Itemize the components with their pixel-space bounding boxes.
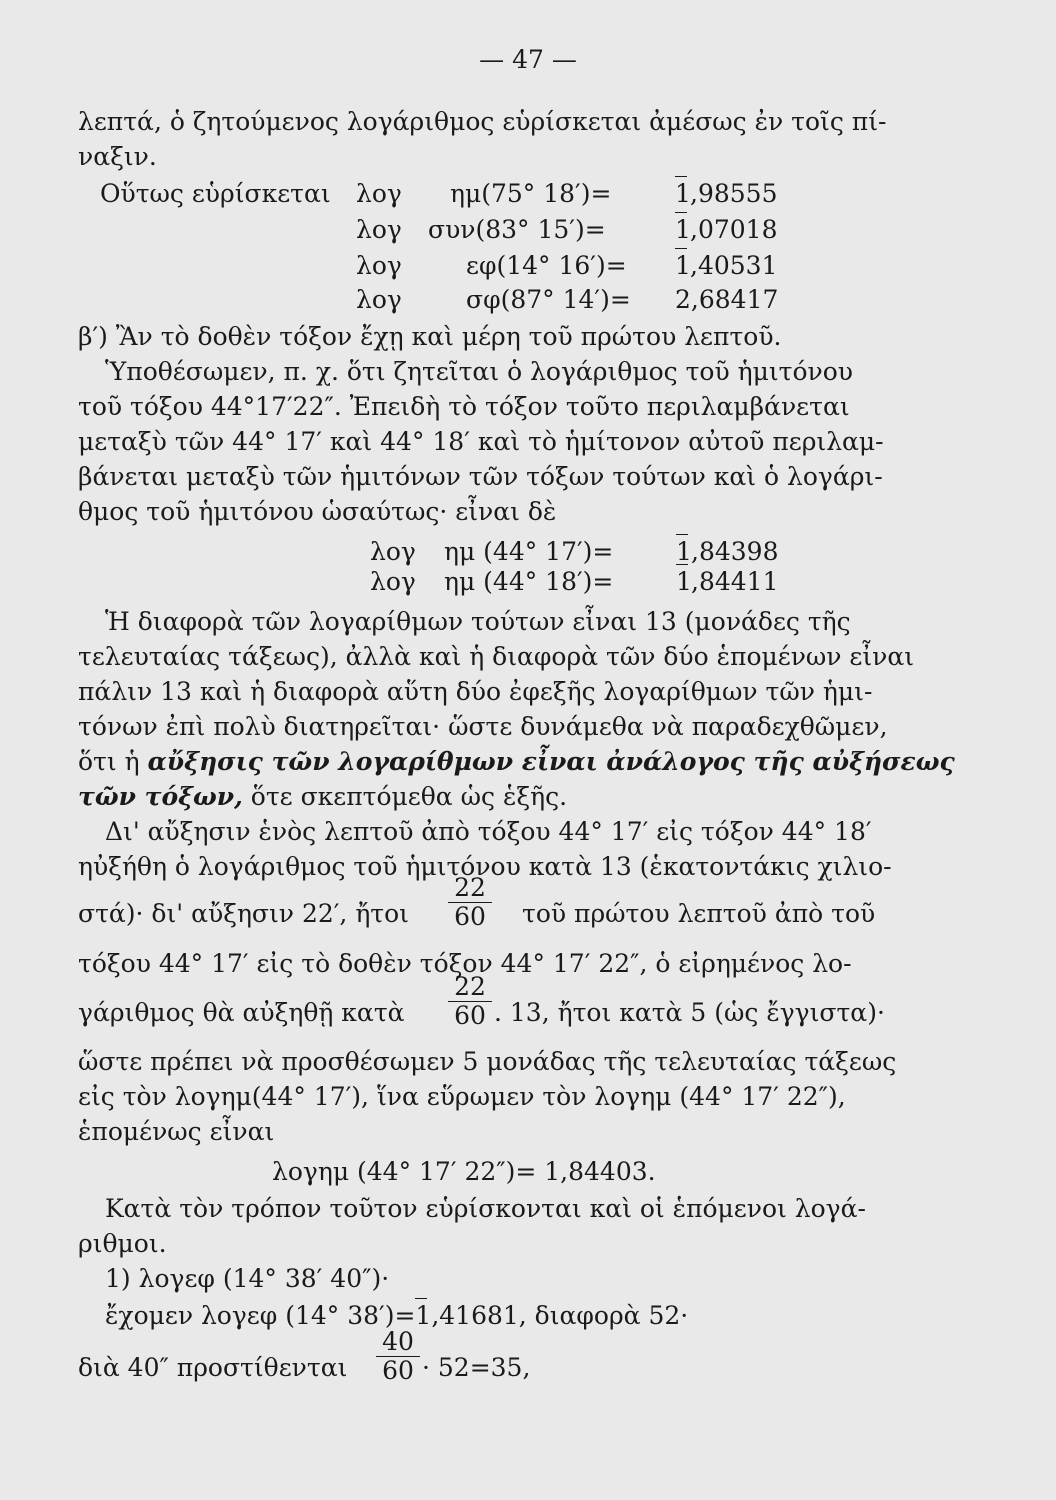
fraction: $\frac{40}{60}$ — [376, 1328, 420, 1385]
result-line: λογημ (44° 17′ 22″)= 1,84403. — [272, 1157, 656, 1186]
fraction-line: γάριθμος θὰ αὐξηθῇ κατὰ — [78, 998, 405, 1027]
text-line: μεταξὺ τῶν 44° 17′ καὶ 44° 18′ καὶ τὸ ἡμίτονον αὐτοῦ περιλαμ- — [78, 427, 884, 456]
emphasis-text: τῶν τόξων, — [78, 782, 243, 811]
text-line: β′) Ἂν τὸ δοθὲν τόξον ἔχῃ καὶ μέρη τοῦ πρώτου λεπτοῦ. — [78, 322, 782, 351]
text-line: Ἡ διαφορὰ τῶν λογαρίθμων τούτων εἶναι 13 (μονάδες τῆς — [105, 607, 851, 636]
text-line: . 13, ἤτοι κατὰ 5 (ὡς ἔγγιστα)· — [494, 998, 885, 1027]
text-line: ναξιν. — [78, 142, 157, 171]
text-line: εἰς τὸν λογημ(44° 17′), ἵνα εὕρωμεν τὸν λογημ (44° 17′ 22″), — [78, 1082, 846, 1111]
text-line: τόνων ἐπὶ πολὺ διατηρεῖται· ὥστε δυνάμεθα νὰ παραδεχθῶμεν, — [78, 712, 888, 741]
text-line: τόξου 44° 17′ εἰς τὸ δοθὲν τόξον 44° 17′ 22″, ὁ εἰρημένος λο- — [78, 949, 852, 978]
text-line: λεπτά, ὁ ζητούμενος λογάριθμος εὑρίσκεται ἀμέσως ἐν τοῖς πί- — [78, 107, 887, 136]
fraction: $\frac{22}{60}$ — [448, 973, 492, 1030]
text-line: ηὐξήθη ὁ λογάριθμος τοῦ ἡμιτόνου κατὰ 13 (ἑκατοντάκις χιλιο- — [78, 852, 892, 881]
text-line: 1) λογεφ (14° 38′ 40″)· — [105, 1264, 390, 1293]
text-line: ὥστε πρέπει νὰ προσθέσωμεν 5 μονάδας τῆς τελευταίας τάξεως — [78, 1047, 897, 1076]
text-line: τοῦ πρώτου λεπτοῦ ἀπὸ τοῦ — [522, 899, 876, 928]
emphasis-text: αὔξησις τῶν λογαρίθμων εἶναι ἀνάλογος τῆς αὐξήσεως — [147, 747, 955, 776]
text-line: Κατὰ τὸν τρόπον τοῦτον εὑρίσκονται καὶ οἱ ἑπόμενοι λογά- — [105, 1194, 866, 1223]
text-line: ἔχομεν λογεφ (14° 38′)=1,41681, διαφορὰ 52· — [105, 1301, 689, 1330]
page-number: — 47 — — [479, 45, 577, 74]
text-line: τοῦ τόξου 44°17′22″. Ἐπειδὴ τὸ τόξον τοῦτο περιλαμβάνεται — [78, 392, 850, 421]
text-line: ἑπομένως εἶναι — [78, 1117, 275, 1146]
text-line: Δι' αὔξησιν ἑνὸς λεπτοῦ ἀπὸ τόξου 44° 17′ εἰς τόξον 44° 18′ — [105, 817, 872, 846]
text-line: · 52=35, — [422, 1353, 531, 1382]
fraction-line: διὰ 40″ προστίθενται — [78, 1353, 348, 1382]
text-line: πάλιν 13 καὶ ἡ διαφορὰ αὕτη δύο ἐφεξῆς λογαρίθμων τῶν ἡμι- — [78, 677, 873, 706]
fraction-line: στά)· δι' αὔξησιν 22′, ἤτοι — [78, 899, 409, 928]
book-page: — 47 — λεπτά, ὁ ζητούμενος λογάριθμος εὑρίσκεται ἀμέσως ἐν τοῖς πί- ναξιν. Οὕτως εὑρίσκεται λογ ημ(75° 18′)= 1 ,98555 λογ συν(83° 15′)= 1 ,07018 λογ εφ(14° 16′)= 1 ,40531 λογ σφ(87° 14′)= 2,68417 β′) Ἂν τὸ δοθὲν τόξον ἔχῃ καὶ μέρη τοῦ πρώτου λεπτοῦ. Ὑποθέσωμεν, π. χ. ὅτι ζητεῖται ὁ λογάριθμος τοῦ ἡμιτόνου τοῦ τόξου 44°17′22″. Ἐπειδὴ τὸ τόξον τοῦτο περιλαμβάνεται μεταξὺ τῶν 44° 17′ καὶ 44° 18′ καὶ τὸ ἡμίτονον αὐτοῦ περιλαμ- βάνεται μεταξὺ τῶν ἡμιτόνων τῶν τόξων τούτων καὶ ὁ λογάρι- θμος τοῦ ἡμιτόνου ὡσαύτως· εἶναι δὲ λογ ημ (44° 17′)= 1 ,84398 λογ ημ (44° 18′)= 1 ,84411 Ἡ διαφορὰ τῶν λογαρίθμων τούτων εἶναι 13 (μονάδες τῆς τελευταίας τάξεως), ἀλλὰ καὶ ἡ διαφορὰ τῶν δύο ἑπομένων εἶναι πάλιν 13 καὶ ἡ διαφορὰ αὕτη δύο ἐφεξῆς λογαρίθμων τῶν ἡμι- τόνων ἐπὶ πολὺ διατηρεῖται· ὥστε δυνάμεθα νὰ παραδεχθῶμεν, ὅτι ἡ αὔξησις τῶν λογαρίθμων εἶναι ἀνάλογος τῆς αὐξήσεως τῶν τόξων, ὅτε σκεπτόμεθα ὡς ἑξῆς. Δι' αὔξησιν ἑνὸς λεπτοῦ ἀπὸ τόξου 44° 17′ εἰς τόξον 44° 18′ ηὐξήθη ὁ λογάριθμος τοῦ ἡμιτόνου κατὰ 13 (ἑκατοντάκις χιλιο- στά)· δι' αὔξησιν 22′, ἤτοι $\frac{22}{60}$ τοῦ πρώτου λεπτοῦ ἀπὸ τοῦ τόξου 44° 17′ εἰς τὸ δοθὲν τόξον 44° 17′ 22″, ὁ εἰρημένος λο- γάριθμος θὰ αὐξηθῇ κατὰ $\frac{22}{60}$ . 13, ἤτοι κατὰ 5 (ὡς ἔγγιστα)· ὥστε πρέπει νὰ προσθέσωμεν 5 μονάδας τῆς τελευταίας τάξεως εἰς τὸν λογημ(44° 17′), ἵνα εὕρωμεν τὸν λογημ (44° 17′ 22″), ἑπομένως εἶναι λογημ (44° 17′ 22″)= 1,84403. Κατὰ τὸν τρόπον τοῦτον εὑρίσκονται καὶ οἱ ἑπόμενοι λογά- ριθμοι. 1) λογεφ (14° 38′ 40″)· ἔχομεν λογεφ (14° 38′)=1,41681, διαφορὰ 52· διὰ 40″ προστίθενται $\frac{40}{60}$ · 52=35, — [0, 0, 1056, 1500]
text-line: τελευταίας τάξεως), ἀλλὰ καὶ ἡ διαφορὰ τῶν δύο ἑπομένων εἶναι — [78, 642, 915, 671]
text-line: θμος τοῦ ἡμιτόνου ὡσαύτως· εἶναι δὲ — [78, 497, 557, 526]
text-line: Ὑποθέσωμεν, π. χ. ὅτι ζητεῖται ὁ λογάριθμος τοῦ ἡμιτόνου — [105, 357, 853, 386]
text-line: ριθμοι. — [78, 1229, 167, 1258]
text-line: τῶν τόξων, ὅτε σκεπτόμεθα ὡς ἑξῆς. — [78, 782, 568, 811]
fraction: $\frac{22}{60}$ — [448, 874, 492, 931]
text-line: βάνεται μεταξὺ τῶν ἡμιτόνων τῶν τόξων τούτων καὶ ὁ λογάρι- — [78, 462, 883, 491]
text-line: ὅτι ἡ αὔξησις τῶν λογαρίθμων εἶναι ἀνάλογος τῆς αὐξήσεως — [78, 747, 955, 776]
